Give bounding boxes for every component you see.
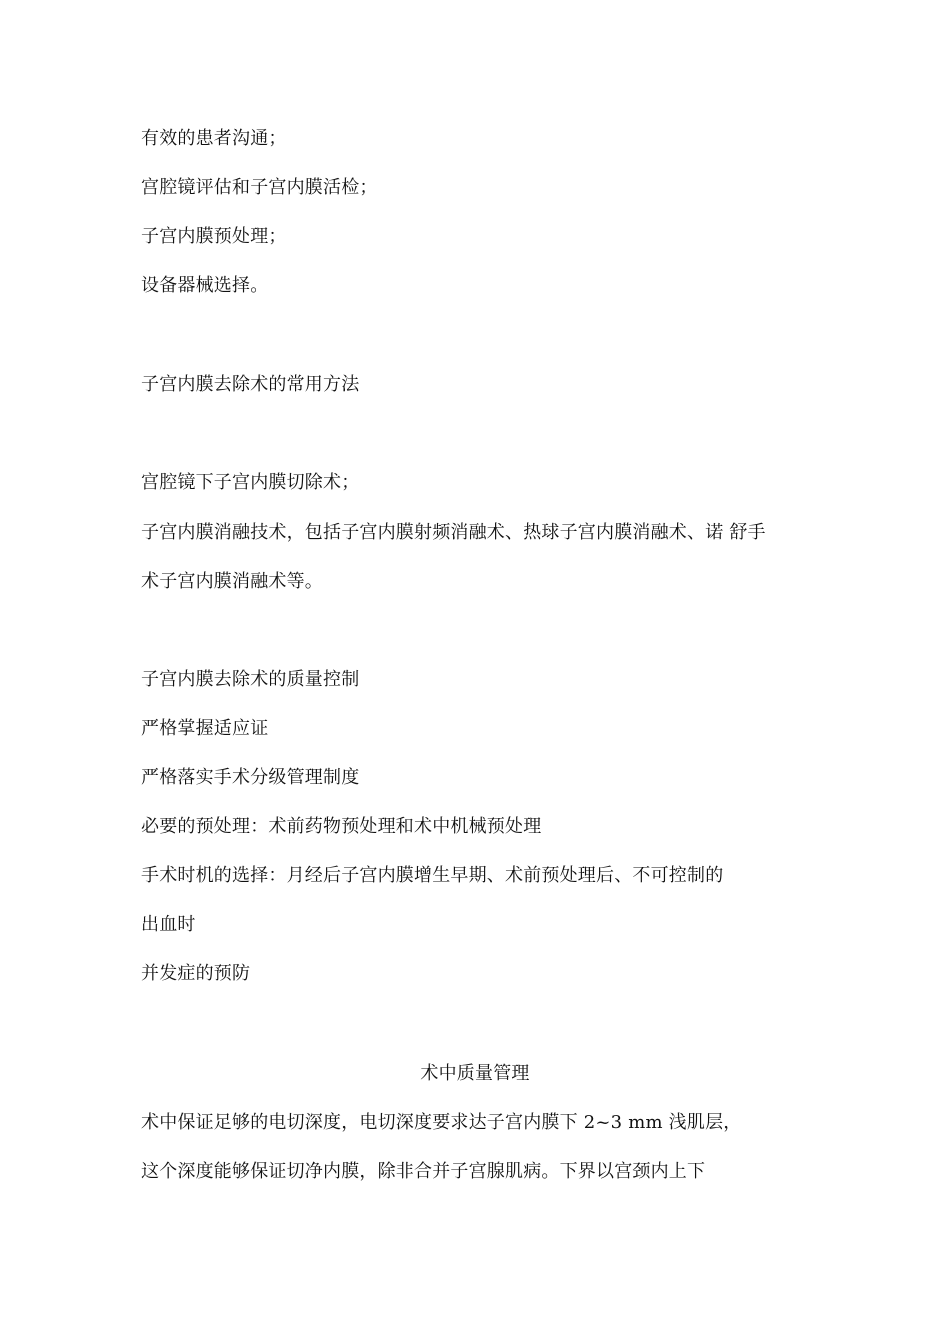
- quality-item: 并发症的预防: [141, 963, 251, 984]
- prep-item: 宫腔镜评估和子宫内膜活检；: [141, 177, 378, 198]
- intraop-paragraph-line: 这个深度能够保证切净内膜，除非合并子宫腺肌病。下界以宫颈内上下: [141, 1161, 706, 1182]
- quality-item: 必要的预处理：术前药物预处理和术中机械预处理: [141, 816, 542, 837]
- quality-item: 严格掌握适应证: [141, 718, 269, 739]
- quality-heading: 子宫内膜去除术的质量控制: [141, 669, 360, 690]
- methods-item: 子宫内膜消融技术，包括子宫内膜射频消融术、热球子宫内膜消融术、诺 舒手: [141, 522, 766, 543]
- quality-item: 严格落实手术分级管理制度: [141, 767, 360, 788]
- quality-item: 手术时机的选择：月经后子宫内膜增生早期、术前预处理后、不可控制的: [141, 865, 724, 886]
- intraop-heading: 术中质量管理: [420, 1063, 530, 1084]
- intraop-paragraph-line: 术中保证足够的电切深度，电切深度要求达子宫内膜下 2~3 mm 浅肌层，: [141, 1112, 742, 1133]
- quality-item: 出血时: [141, 914, 196, 935]
- prep-item: 设备器械选择。: [141, 275, 269, 296]
- prep-item: 子宫内膜预处理；: [141, 226, 287, 247]
- methods-item: 术子宫内膜消融术等。: [141, 571, 323, 592]
- prep-item: 有效的患者沟通；: [141, 128, 287, 149]
- methods-heading: 子宫内膜去除术的常用方法: [141, 374, 360, 395]
- methods-item: 宫腔镜下子宫内膜切除术；: [141, 472, 360, 493]
